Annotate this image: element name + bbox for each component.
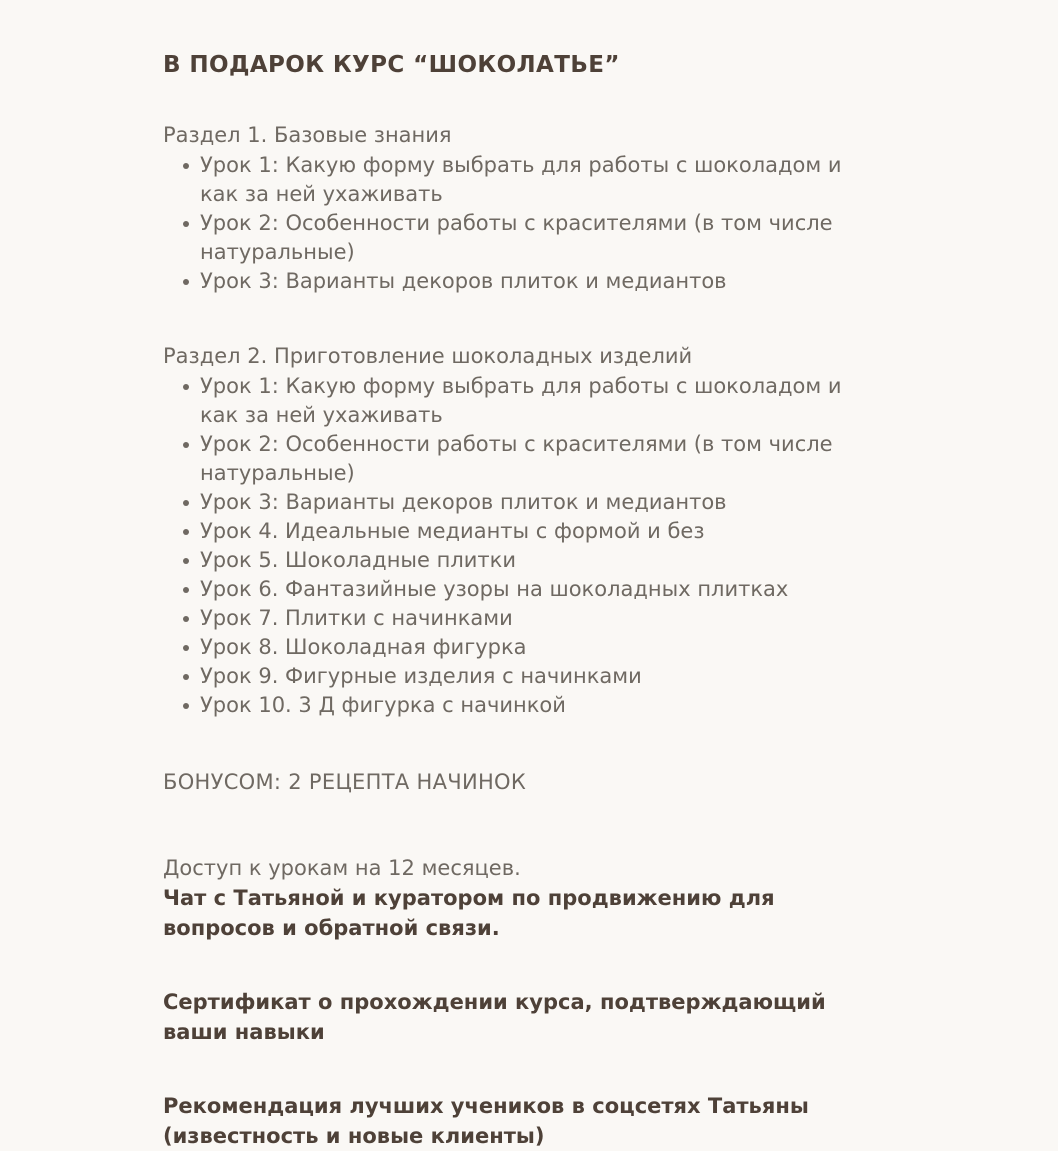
lesson-item: Урок 10. 3 Д фигурка с начинкой	[183, 691, 853, 720]
lesson-item: Урок 3: Варианты декоров плиток и медиантов	[183, 488, 853, 517]
lesson-item: Урок 7. Плитки с начинками	[183, 604, 853, 633]
lesson-list	[163, 372, 853, 720]
bonus-line: БОНУСОМ: 2 РЕЦЕПТА НАЧИНОК	[163, 770, 527, 794]
lesson-item: Урок 4. Идеальные медианты с формой и без	[183, 517, 853, 546]
chat-note: Чат с Татьяной и куратором по продвижению для вопросов и обратной связи.	[163, 886, 775, 940]
lesson-item: Урок 9. Фигурные изделия с начинками	[183, 662, 853, 691]
section-heading: Раздел 1. Базовые знания	[163, 123, 452, 147]
access-note: Доступ к урокам на 12 месяцев.	[163, 856, 521, 880]
lesson-item: Урок 5. Шоколадные плитки	[183, 546, 853, 575]
lesson-item: Урок 8. Шоколадная фигурка	[183, 633, 853, 662]
lesson-list	[163, 151, 853, 296]
lesson-item: Урок 2: Особенности работы с красителями (в том числе натуральные)	[183, 430, 853, 488]
section-heading: Раздел 2. Приготовление шоколадных изделий	[163, 344, 693, 368]
lesson-item: Урок 2: Особенности работы с красителями (в том числе натуральные)	[183, 209, 853, 267]
section-cooking	[163, 342, 918, 720]
recommendation-note: Рекомендация лучших учеников в соцсетях Татьяны (известность и новые клиенты)	[163, 1094, 809, 1148]
page-title: В ПОДАРОК КУРС “ШОКОЛАТЬЕ”	[163, 52, 620, 78]
lesson-item: Урок 1: Какую форму выбрать для работы с шоколадом и как за ней ухаживать	[183, 151, 853, 209]
section-basics	[163, 121, 918, 296]
certificate-note: Сертификат о прохождении курса, подтверждающий ваши навыки	[163, 990, 826, 1044]
lesson-item: Урок 1: Какую форму выбрать для работы с шоколадом и как за ней ухаживать	[183, 372, 853, 430]
lesson-item: Урок 6. Фантазийные узоры на шоколадных плитках	[183, 575, 853, 604]
lesson-item: Урок 3: Варианты декоров плиток и медиантов	[183, 267, 853, 296]
